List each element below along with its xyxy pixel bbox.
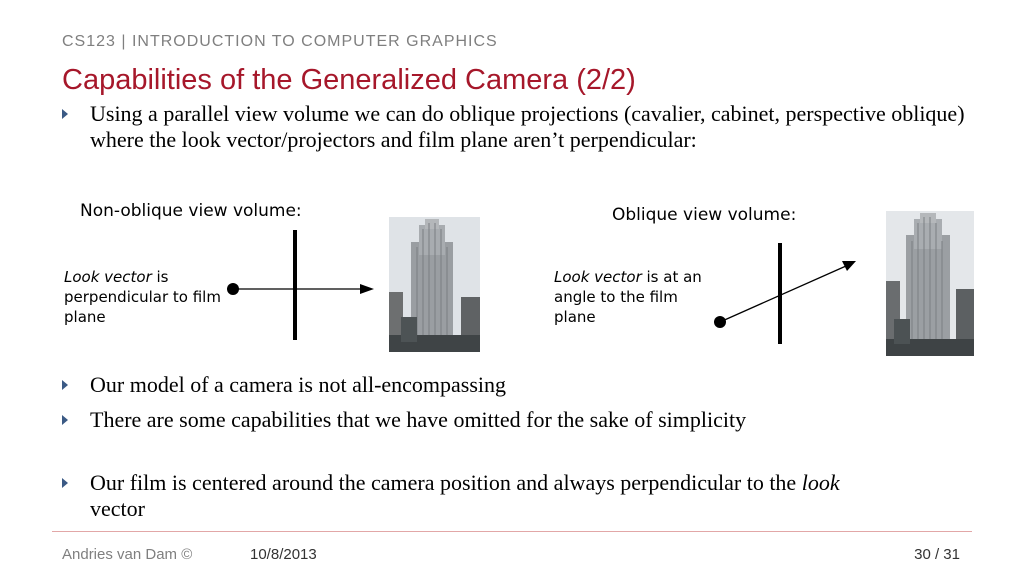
footer-divider xyxy=(52,531,972,532)
note-italic: Look vector xyxy=(554,268,642,286)
oblique-diagram xyxy=(708,238,868,348)
bullet-item-film xyxy=(62,470,962,526)
oblique-note xyxy=(554,267,714,327)
note-rest: is at an angle to the film plane xyxy=(554,268,702,326)
look-vector xyxy=(720,266,846,322)
note-italic: Look vector xyxy=(64,268,152,286)
bullet-text-italic: look xyxy=(801,470,840,495)
bullet-item-model xyxy=(62,372,962,400)
bullet-text: There are some capabilities that we have omitted for the sake of simplicity xyxy=(90,407,747,432)
bullet-text: Using a parallel view volume we can do oblique projections (cavalier, cabinet, perspective oblique) where the look vector/projectors and film plane aren’t perpendicular: xyxy=(90,101,965,152)
footer-author: Andries van Dam © xyxy=(62,546,193,563)
footer-date: 10/8/2013 xyxy=(250,546,317,563)
non-oblique-label: Non-oblique view volume: xyxy=(80,201,302,221)
bullet-arrow-icon xyxy=(62,380,68,390)
oblique-label: Oblique view volume: xyxy=(612,205,797,225)
look-vector-arrowhead xyxy=(842,261,856,271)
bullet-text xyxy=(90,470,850,522)
bullet-item-capabilities xyxy=(62,407,962,463)
bullet-arrow-icon xyxy=(62,109,68,119)
bullet-text-post: vector xyxy=(90,496,145,521)
bullet-arrow-icon xyxy=(62,478,68,488)
bullet-item-oblique xyxy=(62,101,965,181)
page-number: 30 / 31 xyxy=(914,546,960,563)
note-rest: is perpendicular to film plane xyxy=(64,268,221,326)
building-photo xyxy=(389,217,480,352)
bullet-text: Our model of a camera is not all-encompassing xyxy=(90,372,507,397)
non-oblique-diagram xyxy=(220,228,380,343)
course-header: CS123 | INTRODUCTION TO COMPUTER GRAPHICS xyxy=(62,33,498,50)
non-oblique-note xyxy=(64,267,224,327)
slide-title: Capabilities of the Generalized Camera (2/2) xyxy=(62,64,636,96)
look-vector-arrowhead xyxy=(360,284,374,294)
building-photo-oblique xyxy=(886,211,974,356)
bullet-text-pre: Our film is centered around the camera position and always perpendicular to the xyxy=(90,470,802,495)
bullet-arrow-icon xyxy=(62,415,68,425)
